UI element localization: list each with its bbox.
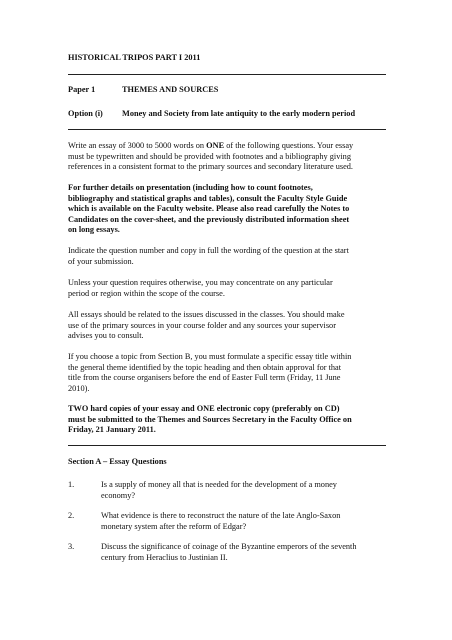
- paper-label: Paper 1: [68, 85, 96, 94]
- instructions-line: Candidates on the cover-sheet, and the previously distributed information sheet: [68, 214, 350, 224]
- instructions-line: advises you to consult.: [68, 331, 144, 341]
- instructions-line: If you choose a topic from Section B, you must formulate a specific essay title within: [68, 352, 352, 361]
- instructions-paragraph-6: [68, 352, 386, 394]
- question-text: economy?: [101, 490, 136, 500]
- instructions-line: TWO hard copies of your essay and ONE electronic copy (preferably on CD): [68, 404, 340, 413]
- instructions-line: of your submission.: [68, 256, 134, 266]
- instructions-line: Unless your question requires otherwise, you may concentrate on any particular: [68, 278, 333, 287]
- document-title: HISTORICAL TRIPOS PART I 2011: [68, 53, 201, 62]
- instructions-line: title from the course organisers before the end of Easter Full term (Friday, 11 June: [68, 373, 341, 383]
- option-label: Option (i): [68, 109, 103, 118]
- instructions-paragraph-2: [68, 183, 386, 236]
- instructions-line: references in a consistent format to the primary sources and secondary literature used.: [68, 162, 353, 172]
- instructions-line: bibliography and statistical graphs and tables), consult the Faculty Style Guide: [68, 193, 348, 203]
- instructions-line: period or region within the scope of the course.: [68, 288, 225, 298]
- instructions-line: 2010).: [68, 383, 90, 393]
- instructions-line: which is available on the Faculty website. Please also read carefully the Notes to: [68, 204, 350, 214]
- instructions-paragraph-1: [68, 141, 386, 173]
- question-number: 3.: [68, 542, 75, 551]
- instructions-line: All essays should be related to the issues discussed in the classes. You should make: [68, 310, 345, 319]
- question-text: Discuss the significance of coinage of the Byzantine emperors of the seventh: [101, 542, 357, 551]
- question-number: 1.: [68, 480, 75, 489]
- instructions-paragraph-5: [68, 310, 386, 342]
- instructions-line: on long essays.: [68, 225, 120, 235]
- question-text: century from Heraclius to Justinian II.: [101, 552, 228, 562]
- header-divider: [68, 129, 386, 130]
- question-text: Is a supply of money all that is needed for the development of a money: [101, 480, 337, 489]
- instructions-line: Write an essay of 3000 to 5000 words on ONE of the following questions. Your essay: [68, 141, 354, 150]
- paper-title: THEMES AND SOURCES: [122, 85, 219, 94]
- instructions-line: Friday, 21 January 2011.: [68, 425, 156, 435]
- instructions-paragraph-4: [68, 278, 386, 299]
- instructions-line: Indicate the question number and copy in full the wording of the question at the start: [68, 246, 349, 255]
- submission-notice: [68, 404, 386, 436]
- option-title: Money and Society from late antiquity to the early modern period: [122, 109, 356, 118]
- question-text: What evidence is there to reconstruct the nature of the late Anglo-Saxon: [101, 511, 341, 520]
- section-a-heading: Section A – Essay Questions: [68, 457, 167, 466]
- instructions-line: must be typewritten and should be provided with footnotes and a bibliography giving: [68, 151, 351, 161]
- instructions-line: the general theme identified by the topic heading and then obtain approval for that: [68, 362, 342, 372]
- question-text: monetary system after the reform of Edgar?: [101, 521, 247, 531]
- question-number: 2.: [68, 511, 75, 520]
- instructions-line: use of the primary sources in your course folder and any sources your supervisor: [68, 320, 336, 330]
- title-divider: [68, 74, 386, 75]
- instructions-line: For further details on presentation (including how to count footnotes,: [68, 183, 313, 192]
- instructions-line: must be submitted to the Themes and Sources Secretary in the Faculty Office on: [68, 414, 352, 424]
- instructions-paragraph-3: [68, 246, 386, 267]
- section-divider: [68, 445, 386, 446]
